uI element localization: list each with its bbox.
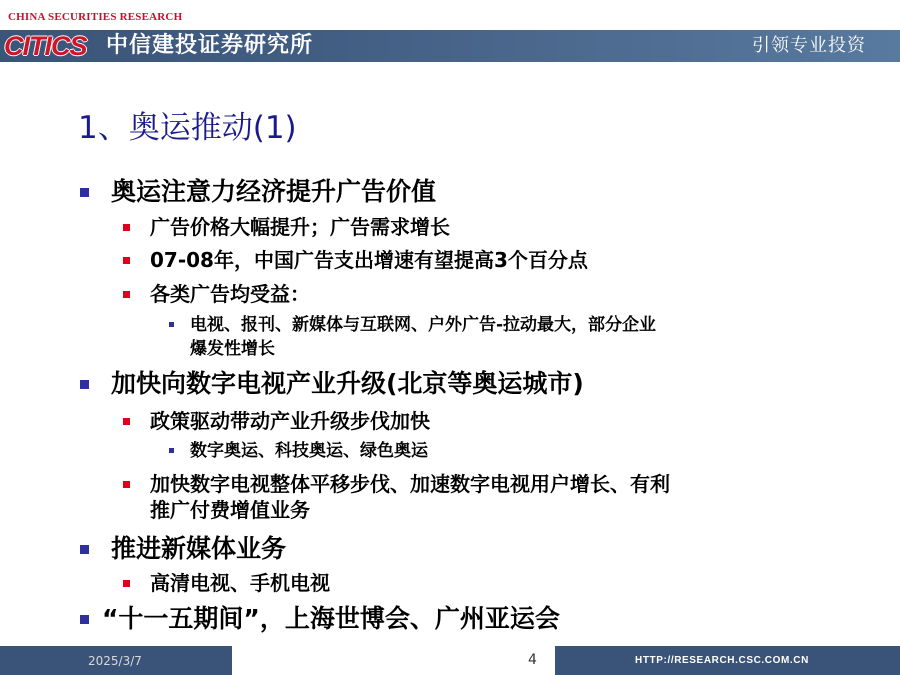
bullet-marker (80, 188, 89, 197)
bullet-text: “十一五期间”，上海世博会、广州亚运会 (102, 604, 560, 633)
bullet-text: 各类广告均受益： (150, 282, 310, 306)
bullet-text: 政策驱动带动产业升级步伐加快 (150, 409, 430, 433)
bullet-text-line: 数字奥运、科技奥运、绿色奥运 (190, 441, 428, 461)
list-item (169, 439, 428, 463)
list-item (123, 214, 450, 240)
list-item (123, 570, 330, 596)
bullet-marker (80, 615, 89, 624)
english-company-name: CHINA SECURITIES RESEARCH (8, 11, 183, 23)
bullet-marker (123, 224, 130, 231)
list-item (80, 369, 584, 399)
list-item (80, 534, 286, 564)
bullet-marker (123, 257, 130, 264)
page-number: 4 (528, 652, 537, 668)
bullet-text-line: 电视、报刊、新媒体与互联网、户外广告-拉动最大，部分企业 (190, 315, 657, 335)
bullet-marker (169, 448, 174, 453)
list-item (169, 313, 656, 361)
header-slogan: 引领专业投资 (752, 35, 866, 56)
footer-left-bar (0, 646, 232, 675)
bullet-text: 加快向数字电视产业升级(北京等奥运城市) (111, 369, 584, 398)
bullet-text-line: 爆发性增长 (190, 339, 275, 359)
bullet-marker (123, 418, 130, 425)
bullet-marker (123, 580, 130, 587)
bullet-text-line: 加快数字电视整体平移步伐、加速数字电视用户增长、有利 (150, 472, 670, 496)
bullet-marker (123, 481, 130, 488)
bullet-marker (169, 322, 174, 327)
footer-right-bar (555, 646, 900, 675)
bullet-marker (123, 291, 130, 298)
bullet-text: 07-08年，中国广告支出增速有望提高3个百分点 (150, 248, 588, 272)
list-item (123, 247, 588, 273)
header-top (0, 0, 900, 30)
bullet-text: 广告价格大幅提升；广告需求增长 (150, 215, 450, 239)
list-item (123, 281, 310, 307)
header-band (0, 30, 900, 62)
list-item (80, 604, 560, 634)
list-item (80, 177, 436, 207)
footer-date: 2025/3/7 (88, 654, 142, 668)
slide-title: 1、奥运推动(1) (78, 110, 297, 146)
citics-logo: CITICS (4, 31, 87, 61)
bullet-text-line: 推广付费增值业务 (150, 498, 310, 522)
list-item (123, 471, 670, 523)
bullet-text: 推进新媒体业务 (111, 534, 287, 563)
bullet-marker (80, 545, 89, 554)
bullet-text: 高清电视、手机电视 (150, 571, 330, 595)
list-item (123, 408, 430, 434)
footer-url: HTTP://RESEARCH.CSC.COM.CN (635, 655, 809, 666)
bullet-marker (80, 380, 89, 389)
bullet-text: 奥运注意力经济提升广告价值 (111, 177, 437, 206)
chinese-company-name: 中信建投证券研究所 (106, 33, 314, 58)
